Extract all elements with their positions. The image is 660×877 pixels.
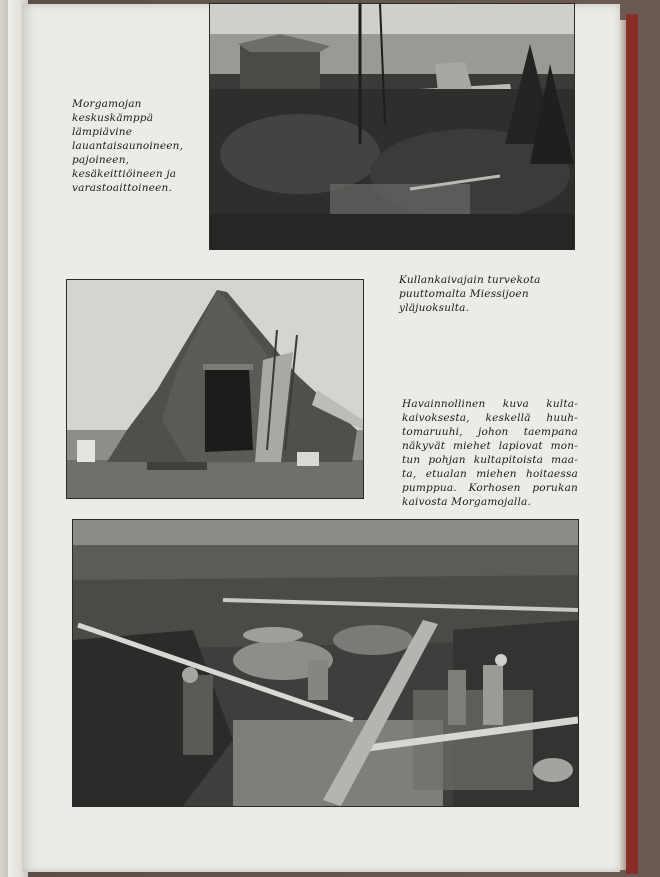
caption-line: Morgamojan [72,98,142,110]
caption-line: tun pohjan kultapitoista maa- [402,454,578,466]
caption-line: Havainnollinen kuva kulta- [402,398,578,410]
gold-mine-caption [402,397,578,509]
cabin-photo [209,3,575,250]
cabin-caption [72,97,183,195]
cover-red-edge [626,14,638,874]
caption-line: yläjuoksulta. [399,302,470,314]
turf-hut-caption [399,273,541,315]
caption-line: tomaruuhi, johon taempana [402,426,578,438]
caption-line: näkyvät miehet lapiovat mon- [402,440,578,452]
caption-line: Kullankaivajain turvekota [399,274,541,286]
turf-hut-photo [66,279,364,499]
page-stack-edge [620,20,626,870]
caption-line: ta, etualan miehen hoitaessa [402,468,578,480]
caption-line: pumppua. Korhosen porukan [402,482,578,494]
caption-line: lämpiävine [72,126,133,138]
caption-line: kaivoksesta, keskellä huuh- [402,412,578,424]
caption-line: pajoineen, [72,154,130,166]
caption-line: kesäkeittiöineen ja [72,168,177,180]
caption-line: keskuskämppä [72,112,154,124]
caption-line: lauantaisaunoineen, [72,140,184,152]
caption-line: puuttomalta Miessijoen [399,288,529,300]
caption-line: kaivosta Morgamojalla. [402,496,532,508]
caption-line: varastoaittoineen. [72,182,173,194]
gold-mine-photo [72,519,579,807]
